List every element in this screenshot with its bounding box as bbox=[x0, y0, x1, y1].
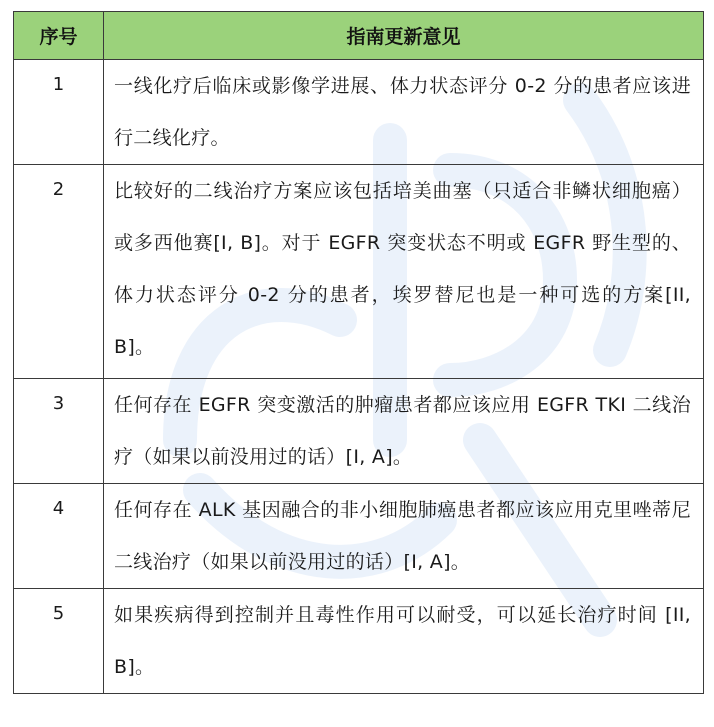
table-row bbox=[14, 165, 704, 379]
table-row bbox=[14, 589, 704, 694]
row-number: 2 bbox=[14, 165, 104, 379]
row-text: 任何存在 ALK 基因融合的非小细胞肺癌患者都应该应用克里唑蒂尼二线治疗（如果以前没用过的话）[I, A]。 bbox=[104, 484, 704, 589]
row-text: 一线化疗后临床或影像学进展、体力状态评分 0-2 分的患者应该进行二线化疗。 bbox=[104, 60, 704, 165]
row-text: 如果疾病得到控制并且毒性作用可以耐受，可以延长治疗时间 [II, B]。 bbox=[104, 589, 704, 694]
row-number: 3 bbox=[14, 379, 104, 484]
row-number: 4 bbox=[14, 484, 104, 589]
table-row bbox=[14, 484, 704, 589]
row-text: 比较好的二线治疗方案应该包括培美曲塞（只适合非鳞状细胞癌）或多西他赛[I, B]。对于 EGFR 突变状态不明或 EGFR 野生型的、体力状态评分 0-2 分的患者，埃罗替尼也是一种可选的方案[II, B]。 bbox=[104, 165, 704, 379]
row-text: 任何存在 EGFR 突变激活的肿瘤患者都应该应用 EGFR TKI 二线治疗（如果以前没用过的话）[I, A]。 bbox=[104, 379, 704, 484]
table-header-row bbox=[14, 12, 704, 60]
header-number: 序号 bbox=[14, 12, 104, 60]
guideline-table-container bbox=[13, 11, 703, 694]
guideline-table bbox=[13, 11, 704, 694]
row-number: 5 bbox=[14, 589, 104, 694]
row-number: 1 bbox=[14, 60, 104, 165]
header-guideline: 指南更新意见 bbox=[104, 12, 704, 60]
table-row bbox=[14, 379, 704, 484]
table-row bbox=[14, 60, 704, 165]
